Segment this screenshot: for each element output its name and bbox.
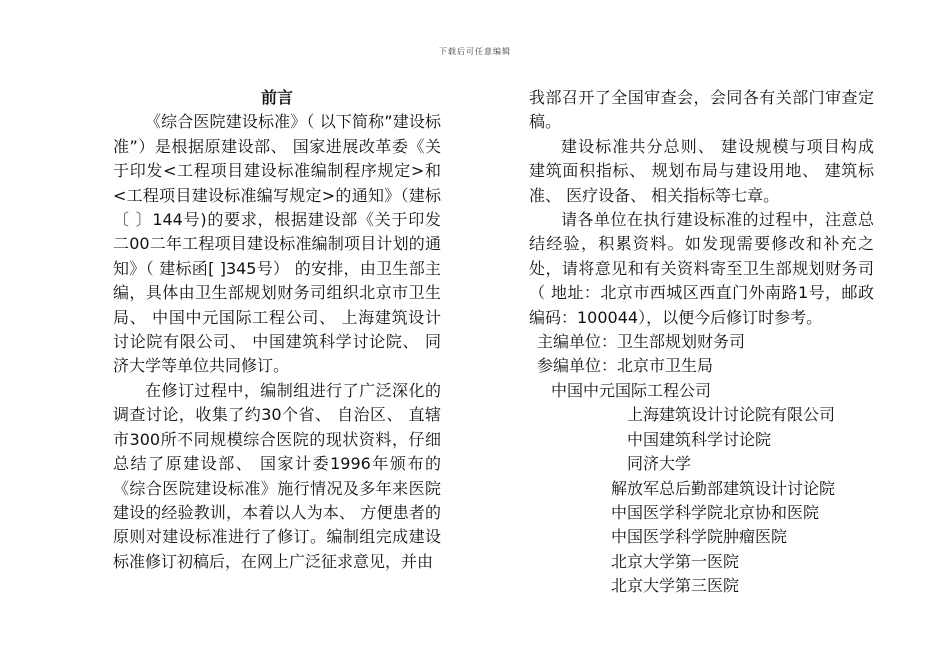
participating-unit-item: 北京大学第三医院: [611, 576, 740, 596]
participating-unit-item: 中国中元国际工程公司: [551, 380, 712, 400]
page-header-note: 下载后可任意编辑: [439, 47, 511, 56]
preface-paragraph-2: 在修订过程中，编制组进行了广泛深化的调查讨论，收集了约30个省、 自治区、 直辖市300所不同规模综合医院的现状资料，仔细总结了原建设部、 国家计委1996年颁布的《综合医院建设标准》施行情况及多年来医院建设的经验教训，本着以人为本、 方便患者的原则对建设标准进行了修订。编制组完成建设标准修订初稿后，在网上广泛征求意见，并由: [113, 380, 441, 571]
preface-paragraph-4: 建设标准共分总则、 建设规模与项目构成 建筑面积指标、 规划布局与建设用地、 建筑标准、 医疗设备、 相关指标等七章。: [529, 136, 874, 205]
preface-paragraph-5: 请各单位在执行建设标准的过程中，注意总结经验，积累资料。如发现需要修改和补充之处，请将意见和有关资料寄至卫生部规划财务司（ 地址：北京市西城区西直门外南路1号，邮政编码：100044），以便今后修订时参考。: [529, 210, 874, 327]
participating-unit-item: 上海建筑设计讨论院有限公司: [627, 405, 836, 425]
participating-unit-item: 北京大学第一医院: [611, 551, 740, 571]
chief-editor-unit: 主编单位：卫生部规划财务司: [537, 332, 746, 352]
page-title: 前言: [260, 88, 293, 107]
right-column: [529, 86, 874, 599]
preface-paragraph-1: 《综合医院建设标准》（ 以下简称”建设标准”）是根据原建设部、 国家进展改革委《关于印发<工程项目建设标准编制程序规定>和<工程项目建设标准编写规定>的通知》（建标〔 〕144号)的要求，根据建设部《关于印发二00二年工程项目建设标准编制项目计划的通知》（ 建标函[ ]345号） 的安排，由卫生部主编，具体由卫生部规划财务司组织北京市卫生局、 中国中元国际工程公司、 上海建筑设计讨论院有限公司、 中国建筑科学讨论院、 同济大学等单位共同修订。: [113, 112, 441, 376]
preface-paragraph-3: 我部召开了全国审查会，会同各有关部门审查定稿。: [529, 88, 874, 132]
participating-unit-item: 中国医学科学院北京协和医院: [611, 502, 820, 522]
participating-unit-item: 中国医学科学院肿瘤医院: [611, 527, 788, 547]
participating-unit-item: 同济大学: [627, 454, 692, 474]
left-column: [113, 86, 441, 574]
participating-unit: 参编单位：北京市卫生局: [537, 356, 714, 376]
participating-unit-item: 解放军总后勤部建筑设计讨论院: [611, 478, 836, 498]
participating-unit-item: 中国建筑科学讨论院: [627, 429, 772, 449]
